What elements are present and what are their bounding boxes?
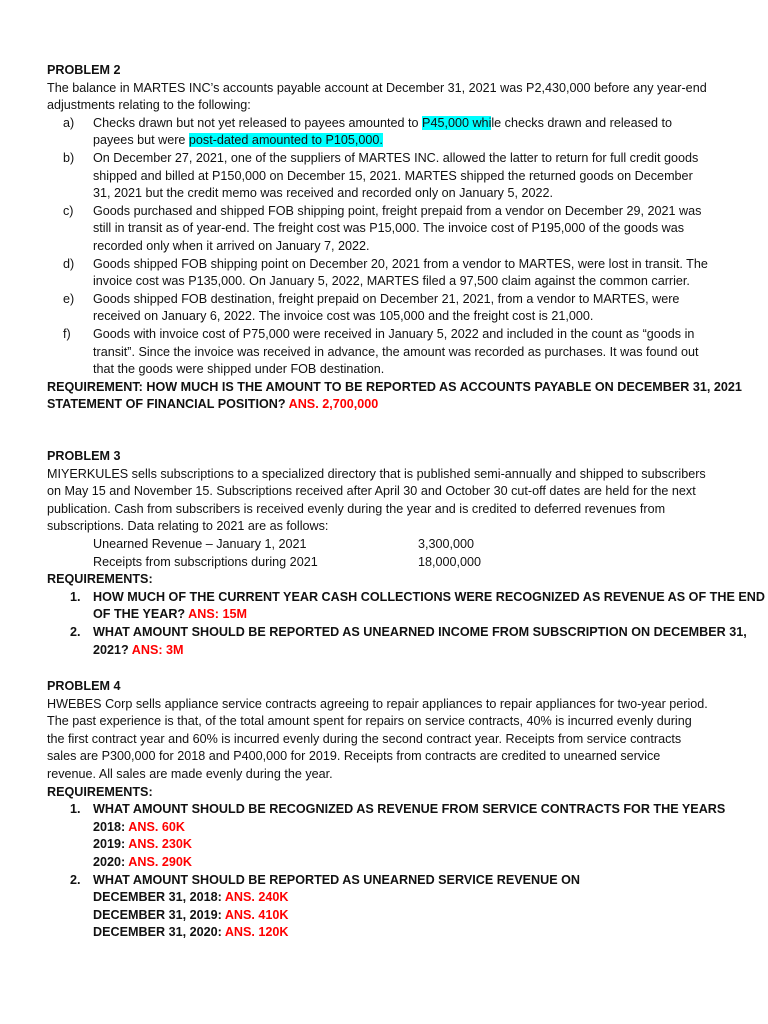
problem-2-item-d — [47, 256, 727, 291]
requirement-line: WHAT AMOUNT SHOULD BE REPORTED AS UNEARNED SERVICE REVENUE ON — [93, 872, 580, 887]
problem-2-item-c — [47, 203, 727, 256]
requirement-item — [47, 872, 727, 942]
answer-label: DECEMBER 31, 2018: — [93, 890, 225, 905]
item-line: Goods with invoice cost of P75,000 were received in January 5, 2022 and included in the count as “goods in — [93, 326, 695, 341]
answer-text: ANS. 230K — [128, 837, 192, 852]
problem-2-intro-line: The balance in MARTES INC’s accounts payable account at December 31, 2021 was P2,430,000 before any year-end — [47, 80, 707, 95]
answer-text: ANS. 60K — [128, 819, 185, 834]
problem-2-requirement — [47, 396, 727, 414]
requirement-number: 1. — [70, 802, 81, 817]
requirement-line: HOW MUCH OF THE CURRENT YEAR CASH COLLECTIONS WERE RECOGNIZED AS REVENUE AS OF THE END — [93, 589, 765, 604]
requirement-line — [93, 642, 727, 660]
problem-3-intro-line: subscriptions. Data relating to 2021 are as follows: — [47, 519, 329, 534]
answer-text: ANS. 2,700,000 — [288, 397, 379, 412]
answer-line — [93, 889, 727, 907]
problem-4-intro-line: sales are P300,000 for 2018 and P400,000 for 2019. Receipts from contracts are credited to unearned service — [47, 749, 661, 764]
problem-2-intro-line: adjustments relating to the following: — [47, 98, 251, 113]
item-line: 31, 2021 but the credit memo was received and recorded only on January 5, 2022. — [93, 186, 553, 201]
data-row-label: Unearned Revenue – January 1, 2021 — [93, 536, 307, 551]
answer-text: ANS. 410K — [224, 907, 289, 922]
requirement-line: WHAT AMOUNT SHOULD BE RECOGNIZED AS REVENUE FROM SERVICE CONTRACTS FOR THE YEARS — [93, 802, 726, 817]
problem-4-section — [47, 678, 727, 942]
item-label: c) — [63, 203, 74, 218]
requirement-item — [47, 801, 727, 871]
requirement-number: 1. — [70, 589, 81, 604]
answer-text: ANS. 290K — [128, 854, 192, 869]
data-row — [47, 554, 727, 572]
problem-4-intro-line: HWEBES Corp sells appliance service contracts agreeing to repair appliances to repair appliances for two-year period. — [47, 696, 708, 711]
item-text: Checks drawn but not yet released to payees amounted to — [93, 115, 423, 130]
answer-label: 2020: — [93, 854, 129, 869]
problem-4-intro-line: The past experience is that, of the total amount spent for repairs on service contracts, 40% is incurred evenly during — [47, 714, 692, 729]
item-line: transit”. Since the invoice was received in advance, the amount was recorded as purchases. It was found out — [93, 344, 699, 359]
item-line: Goods shipped FOB destination, freight prepaid on December 21, 2021, from a vendor to MARTES, were — [93, 291, 680, 306]
problem-2-item-f — [47, 326, 727, 379]
highlighted-text: post-dated amounted to P105,000. — [188, 133, 383, 148]
problem-2-item-e — [47, 291, 727, 326]
problem-3-intro-line: on May 15 and November 15. Subscriptions received after April 30 and October 30 cut-off dates are held for the next — [47, 484, 696, 499]
answer-label: 2018: — [93, 819, 129, 834]
highlighted-text: P45,000 whi — [422, 115, 492, 130]
requirement-text: OF THE YEAR? — [93, 607, 189, 622]
data-row — [47, 536, 727, 554]
requirement-number: 2. — [70, 872, 81, 887]
problem-4-intro-line: the first contract year and 60% is incurred evenly during the second contract year. Receipts from service contracts — [47, 731, 682, 746]
item-label: e) — [63, 291, 75, 306]
item-line: received on January 6, 2022. The invoice cost was 105,000 and the freight cost is 21,000. — [93, 309, 594, 324]
requirement-item — [47, 589, 765, 624]
item-line: Goods purchased and shipped FOB shipping point, freight prepaid from a vendor on December 29, 2021 was — [93, 203, 702, 218]
item-line — [93, 115, 727, 133]
answer-text: ANS. 120K — [224, 925, 289, 940]
answer-text: ANS: 15M — [188, 607, 247, 622]
item-line: shipped and billed at P150,000 on December 15, 2021. MARTES shipped the returned goods on December — [93, 168, 693, 183]
item-label: d) — [63, 256, 75, 271]
answer-line — [93, 924, 727, 942]
answer-label: DECEMBER 31, 2020: — [93, 925, 225, 940]
item-label: a) — [63, 115, 75, 130]
problem-4-intro-line: revenue. All sales are made evenly during the year. — [47, 766, 333, 781]
problem-2-item-b — [47, 150, 727, 203]
requirements-heading: REQUIREMENTS: — [47, 572, 153, 587]
answer-line — [93, 836, 727, 854]
item-line — [93, 132, 727, 150]
requirement-text: STATEMENT OF FINANCIAL POSITION? — [47, 397, 289, 412]
item-line: still in transit as of year-end. The freight cost was P15,000. The invoice cost of P195,000 of the goods was — [93, 221, 685, 236]
problem-2-requirement: REQUIREMENT: HOW MUCH IS THE AMOUNT TO BE REPORTED AS ACCOUNTS PAYABLE ON DECEMBER 31, 2021 — [47, 379, 742, 394]
item-line: On December 27, 2021, one of the suppliers of MARTES INC. allowed the latter to return for full credit goods — [93, 150, 699, 165]
answer-text: ANS: 3M — [131, 642, 184, 657]
answer-line — [93, 907, 727, 925]
item-line: that the goods were shipped under FOB destination. — [93, 362, 385, 377]
problem-3-section — [47, 448, 765, 659]
requirement-line: WHAT AMOUNT SHOULD BE REPORTED AS UNEARNED INCOME FROM SUBSCRIPTION ON DECEMBER 31, — [93, 624, 747, 639]
problem-3-title: PROBLEM 3 — [47, 449, 121, 463]
answer-text: ANS. 240K — [224, 890, 289, 905]
item-text: payees but were — [93, 133, 189, 148]
requirement-line — [93, 606, 727, 624]
requirement-text: 2021? — [93, 642, 132, 657]
answer-line — [93, 854, 727, 872]
data-row-value: 3,300,000 — [418, 536, 475, 551]
item-line: recorded only when it arrived on January 7, 2022. — [93, 238, 370, 253]
item-line: Goods shipped FOB shipping point on December 20, 2021 from a vendor to MARTES, were lost in transit. The — [93, 256, 708, 271]
item-text: le checks drawn and released to — [491, 115, 672, 130]
requirements-heading: REQUIREMENTS: — [47, 784, 153, 799]
item-label: b) — [63, 150, 75, 165]
problem-2-section — [47, 62, 742, 414]
problem-4-title: PROBLEM 4 — [47, 679, 121, 693]
requirement-item — [47, 624, 747, 659]
item-line: invoice cost was P135,000. On January 5, 2022, MARTES filed a 97,500 claim against the common carrier. — [93, 274, 690, 289]
data-row-value: 18,000,000 — [418, 554, 482, 569]
problem-2-title: PROBLEM 2 — [47, 63, 121, 77]
data-row-label: Receipts from subscriptions during 2021 — [93, 554, 318, 569]
problem-3-intro-line: MIYERKULES sells subscriptions to a specialized directory that is published semi-annually and shipped to subscribers — [47, 466, 706, 481]
problem-2-item-a — [47, 115, 727, 150]
item-label: f) — [63, 326, 71, 341]
answer-label: DECEMBER 31, 2019: — [93, 907, 225, 922]
answer-label: 2019: — [93, 837, 129, 852]
requirement-number: 2. — [70, 624, 81, 639]
answer-line — [93, 819, 727, 837]
problem-3-intro-line: publication. Cash from subscribers is received evenly during the year and is credited to deferred revenues from — [47, 501, 666, 516]
